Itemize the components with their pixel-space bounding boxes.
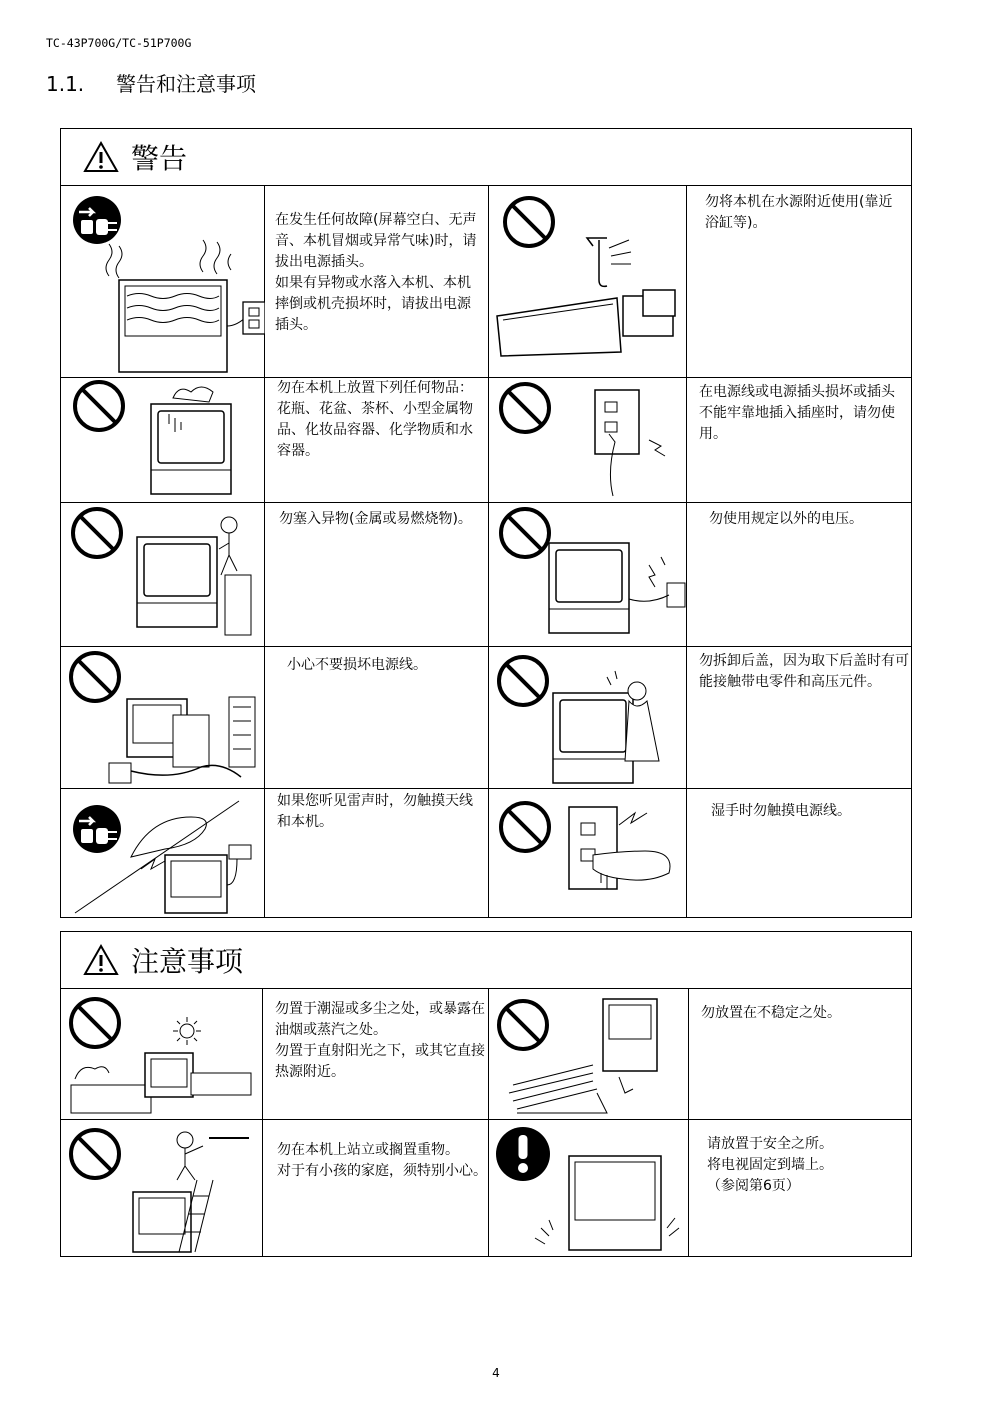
warning-illustration-3	[61, 378, 265, 502]
warning-row-4	[61, 647, 911, 789]
warning-header	[61, 129, 911, 186]
unstable-place-tv-icon	[509, 999, 657, 1113]
prohibition-icon	[499, 1001, 547, 1049]
caution-text-cell-1	[263, 989, 489, 1119]
damaged-plug-icon	[595, 390, 665, 496]
secured-tv-icon	[535, 1156, 679, 1250]
section-title	[46, 68, 256, 97]
smoking-tv-icon	[106, 240, 251, 372]
prohibition-icon	[505, 198, 553, 246]
caution-illustration-1	[61, 989, 263, 1119]
warning-text-7: 小心不要损坏电源线。	[287, 657, 427, 673]
caution-illustration-3	[61, 1120, 263, 1256]
section-heading: 警告和注意事项	[116, 72, 256, 96]
prohibition-icon	[71, 999, 119, 1047]
warning-row-5	[61, 789, 911, 917]
warning-text-1: 在发生任何故障(屏幕空白、无声音、本机冒烟或异常气味)时，请拔出电源插头。 如果有异物或水落入本机、本机摔倒或机壳损坏时，请拔出电源插头。	[275, 212, 477, 333]
section-number: 1.1.	[46, 72, 85, 96]
humid-place-tv-icon	[71, 1017, 251, 1113]
prohibition-icon	[501, 384, 549, 432]
warning-illustration-2	[489, 186, 687, 377]
warning-text-5: 勿塞入异物(金属或易燃烧物)。	[279, 511, 472, 527]
child-inserting-object-icon	[137, 517, 251, 635]
caution-illustration-2	[489, 989, 689, 1119]
warning-text-cell-8	[687, 647, 911, 788]
warning-triangle-icon	[83, 944, 119, 976]
warning-text-3: 勿在本机上放置下列任何物品： 花瓶、花盆、茶杯、小型金属物品、化妆品容器、化学物质和水容器。	[277, 380, 473, 459]
caution-text-cell-4	[689, 1120, 911, 1256]
warning-text-cell-3	[265, 378, 489, 502]
warning-text-cell-4	[687, 378, 911, 502]
prohibition-icon	[501, 803, 549, 851]
warning-text-cell-1	[265, 186, 489, 377]
caution-box	[60, 931, 912, 1257]
voltage-tv-icon	[549, 543, 685, 633]
caution-header	[61, 932, 911, 989]
model-number: TC-43P700G/TC-51P700G	[46, 36, 192, 50]
warning-text-8: 勿拆卸后盖，因为取下后盖时有可能接触带电零件和高压元件。	[699, 653, 909, 690]
warning-row-1	[61, 186, 911, 378]
warning-title: 警告	[131, 142, 188, 175]
caution-row-2	[61, 1120, 911, 1256]
caution-text-3: 勿在本机上站立或搁置重物。 对于有小孩的家庭，须特别小心。	[277, 1142, 487, 1179]
child-on-tv-icon	[133, 1132, 249, 1252]
bathtub-tv-icon	[497, 238, 675, 356]
warning-text-6: 勿使用规定以外的电压。	[709, 511, 863, 527]
vase-on-tv-icon	[151, 387, 231, 494]
damaged-cord-icon	[109, 697, 255, 783]
prohibition-icon	[499, 657, 547, 705]
caution-text-4: 请放置于安全之所。 将电视固定到墙上。 （参阅第6页）	[707, 1136, 833, 1194]
warning-text-cell-6	[687, 503, 911, 646]
warning-illustration-10	[489, 789, 687, 917]
prohibition-icon	[73, 509, 121, 557]
prohibition-icon	[71, 653, 119, 701]
warning-box	[60, 128, 912, 918]
warning-text-10: 湿手时勿触摸电源线。	[711, 803, 851, 819]
warning-illustration-1	[61, 186, 265, 377]
warning-illustration-4	[489, 378, 687, 502]
page-number: 4	[492, 1366, 500, 1380]
prohibition-icon	[501, 509, 549, 557]
caution-title: 注意事项	[131, 945, 244, 978]
unplug-icon	[73, 805, 121, 853]
warning-text-cell-7	[265, 647, 489, 788]
caution-row-1	[61, 989, 911, 1120]
prohibition-icon	[75, 382, 123, 430]
warning-illustration-9	[61, 789, 265, 917]
warning-row-3	[61, 503, 911, 647]
wet-hand-plug-icon	[569, 807, 670, 889]
caution-text-cell-2	[689, 989, 911, 1119]
warning-illustration-8	[489, 647, 687, 788]
caution-text-1: 勿置于潮湿或多尘之处，或暴露在油烟或蒸汽之处。 勿置于直射阳光之下，或其它直接热源附近。	[275, 1001, 485, 1080]
caution-text-2: 勿放置在不稳定之处。	[701, 1005, 841, 1021]
warning-triangle-icon	[83, 141, 119, 173]
warning-text-cell-9	[265, 789, 489, 917]
unplug-icon	[73, 196, 121, 244]
warning-text-9: 如果您听见雷声时，勿触摸天线和本机。	[277, 793, 473, 830]
warning-text-2: 勿将本机在水源附近使用(靠近浴缸等)。	[705, 194, 893, 231]
warning-text-cell-10	[687, 789, 911, 917]
warning-text-4: 在电源线或电源插头损坏或插头不能牢靠地插入插座时，请勿使用。	[699, 384, 895, 442]
mandatory-action-icon	[496, 1127, 550, 1181]
caution-illustration-4	[489, 1120, 689, 1256]
warning-illustration-5	[61, 503, 265, 646]
warning-illustration-6	[489, 503, 687, 646]
outlet-icon	[243, 302, 265, 334]
prohibition-icon	[71, 1130, 119, 1178]
warning-illustration-7	[61, 647, 265, 788]
warning-text-cell-2	[687, 186, 911, 377]
warning-row-2	[61, 378, 911, 503]
caution-text-cell-3	[263, 1120, 489, 1256]
warning-text-cell-5	[265, 503, 489, 646]
person-removing-cover-icon	[553, 671, 659, 783]
